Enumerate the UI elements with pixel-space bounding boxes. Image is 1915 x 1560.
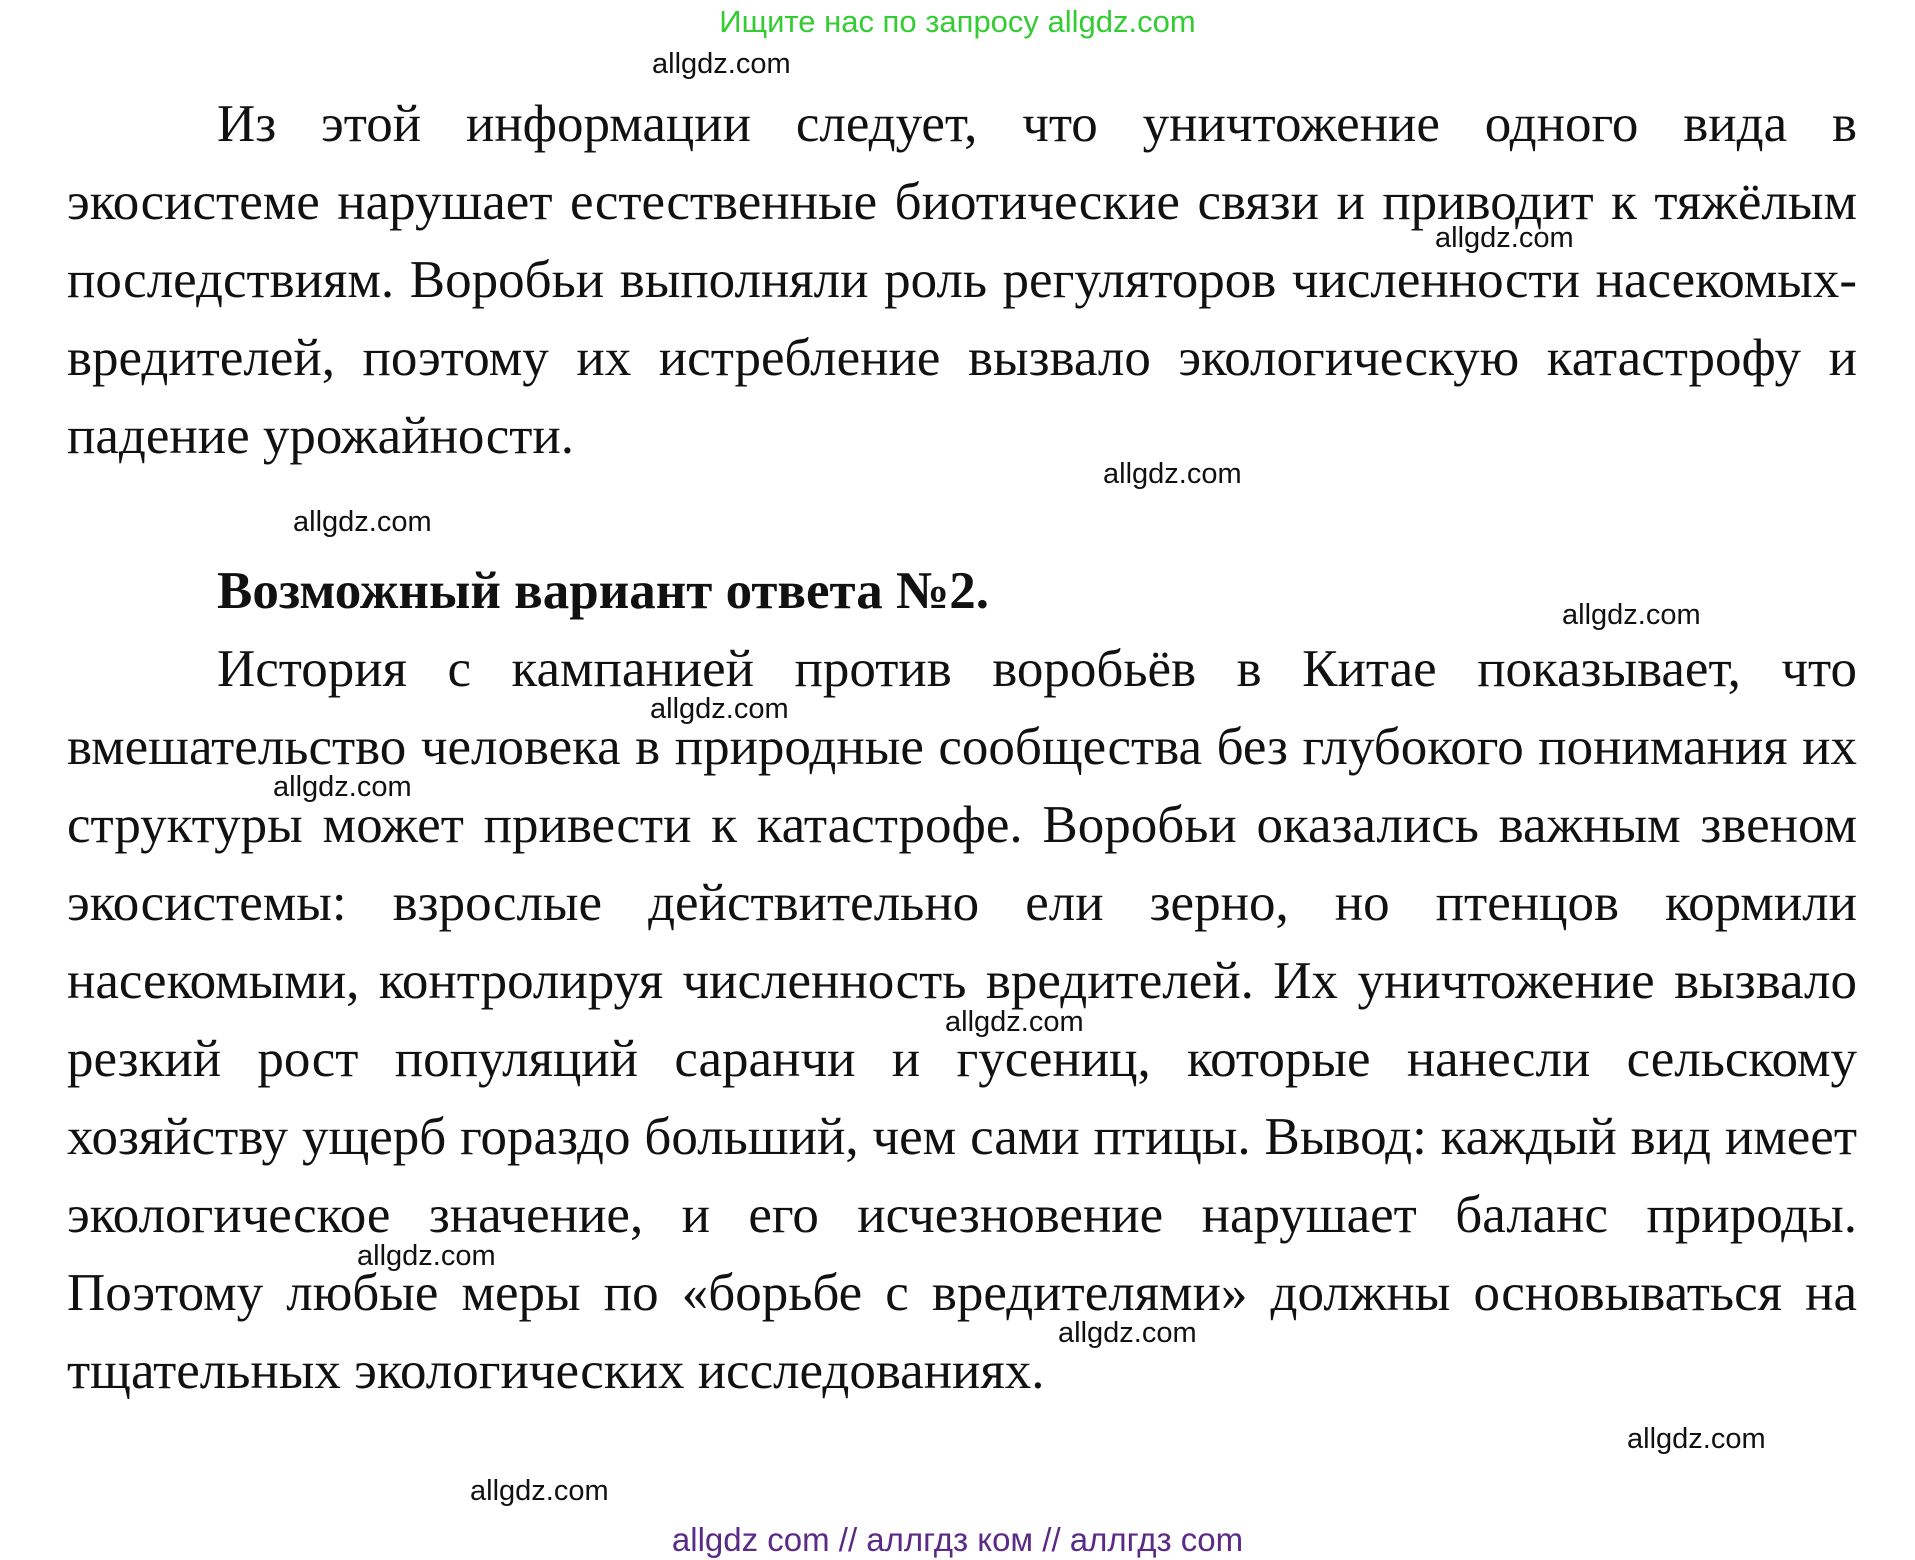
watermark: allgdz.com [1435, 222, 1574, 254]
footer-links: allgdz com // аллгдз ком // аллгдз com [671, 1521, 1244, 1558]
answer-variant-heading: Возможный вариант ответа №2. [217, 562, 989, 620]
paragraph-1: Из этой информации следует, что уничтожение одного вида в экосистеме нарушает естественные биотические связи и приводит к тяжёлым последствиям. Воробьи выполняли роль регуляторов численности насекомых-вредителей, поэтому их истребление вызвало экологическую катастрофу и падение урожайности. [67, 95, 1857, 465]
search-banner: Ищите нас по запросу allgdz.com [719, 4, 1196, 39]
watermark: allgdz.com [470, 1475, 609, 1507]
watermark: allgdz.com [293, 506, 432, 538]
paragraph-2: История с кампанией против воробьёв в Китае показывает, что вмешательство человека в природные сообщества без глубокого понимания их структуры может привести к катастрофе. Воробьи оказались важным звеном экосистемы: взрослые действительно ели зерно, но птенцов кормили насекомыми, контролируя численность вредителей. Их уничтожение вызвало резкий рост популяций саранчи и гусениц, которые нанесли сельскому хозяйству ущерб гораздо больший, чем сами птицы. Вывод: каждый вид имеет экологическое значение, и его исчезновение нарушает баланс природы. Поэтому любые меры по «борьбе с вредителями» должны основываться на тщательных экологических исследованиях. [67, 640, 1857, 1400]
watermark: allgdz.com [1058, 1317, 1197, 1349]
watermark: allgdz.com [1627, 1423, 1766, 1455]
watermark: allgdz.com [357, 1240, 496, 1272]
watermark: allgdz.com [1562, 599, 1701, 631]
watermark: allgdz.com [652, 48, 791, 80]
watermark: allgdz.com [1103, 458, 1242, 490]
watermark: allgdz.com [273, 771, 412, 803]
watermark: allgdz.com [650, 693, 789, 725]
watermark: allgdz.com [945, 1006, 1084, 1038]
